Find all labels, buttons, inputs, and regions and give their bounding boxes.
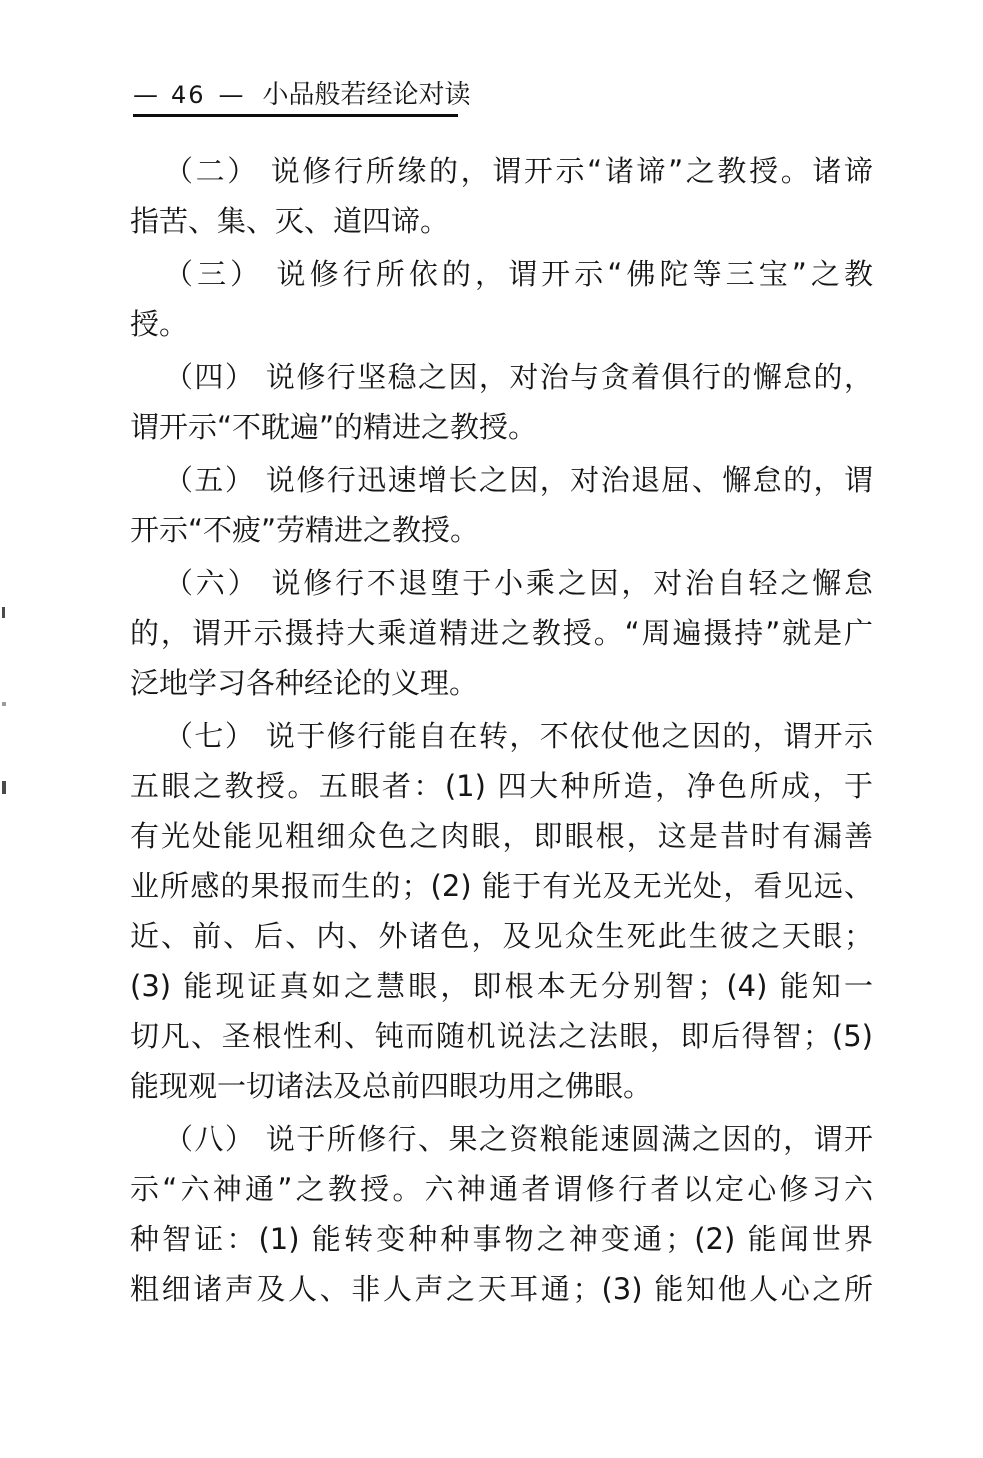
text-line: （三） 说修行所依的，谓开示“佛陀等三宝”之教 <box>164 257 873 291</box>
text-line: 能现观一切诸法及总前四眼功用之佛眼。 <box>130 1069 653 1103</box>
scan-speck <box>2 607 5 618</box>
text-line: 粗细诸声及人、非人声之天耳通；(3) 能知他人心之所 <box>130 1272 873 1306</box>
text-line: 近、前、后、内、外诸色，及见众生死此生彼之天眼； <box>130 919 873 953</box>
text-line: 授。 <box>130 307 189 341</box>
header-dash-right: — <box>218 80 244 109</box>
paragraph <box>130 711 873 1111</box>
paragraph <box>130 558 873 708</box>
text-line: 五眼之教授。五眼者：(1) 四大种所造，净色所成，于 <box>130 769 873 803</box>
text-line: 示“六神通”之教授。六神通者谓修行者以定心修习六 <box>130 1172 873 1206</box>
text-line: 种智证：(1) 能转变种种事物之神变通；(2) 能闻世界 <box>130 1222 873 1256</box>
text-line: （二） 说修行所缘的，谓开示“诸谛”之教授。诸谛 <box>164 154 873 188</box>
book-title: 小品般若经论对读 <box>262 80 471 110</box>
paragraph <box>130 455 873 555</box>
text-line: 谓开示“不耽遍”的精进之教授。 <box>130 410 538 444</box>
text-line: 业所感的果报而生的；(2) 能于有光及无光处，看见远、 <box>130 869 873 903</box>
page-number: 46 <box>171 81 206 109</box>
text-line: (3) 能现证真如之慧眼，即根本无分别智；(4) 能知一 <box>130 969 873 1003</box>
text-line: （六） 说修行不退堕于小乘之因，对治自轻之懈怠 <box>164 566 873 600</box>
body-text <box>130 146 873 1317</box>
text-line: （八） 说于所修行、果之资粮能速圆满之因的，谓开 <box>164 1122 873 1156</box>
text-line: 有光处能见粗细众色之肉眼，即眼根，这是昔时有漏善 <box>130 819 873 853</box>
text-line: （四） 说修行坚稳之因，对治与贪着俱行的懈怠的， <box>164 360 873 394</box>
header-rule <box>133 114 458 117</box>
text-line: 的，谓开示摄持大乘道精进之教授。“周遍摄持”就是广 <box>130 616 873 650</box>
paragraph <box>130 249 873 349</box>
paragraph <box>130 146 873 246</box>
page-header <box>133 80 471 110</box>
header-dash-left: — <box>133 80 158 109</box>
text-line: 泛地学习各种经论的义理。 <box>130 666 479 700</box>
text-line: （七） 说于修行能自在转，不依仗他之因的，谓开示 <box>164 719 873 753</box>
text-line: （五） 说修行迅速增长之因，对治退屈、懈怠的，谓 <box>164 463 873 497</box>
text-line: 指苦、集、灭、道四谛。 <box>130 204 450 238</box>
text-line: 切凡、圣根性利、钝而随机说法之法眼，即后得智；(5) <box>130 1019 873 1053</box>
scan-speck <box>2 781 6 794</box>
paragraph <box>130 1114 873 1314</box>
scan-speck <box>2 702 6 706</box>
paragraph <box>130 352 873 452</box>
text-line: 开示“不疲”劳精进之教授。 <box>130 513 480 547</box>
